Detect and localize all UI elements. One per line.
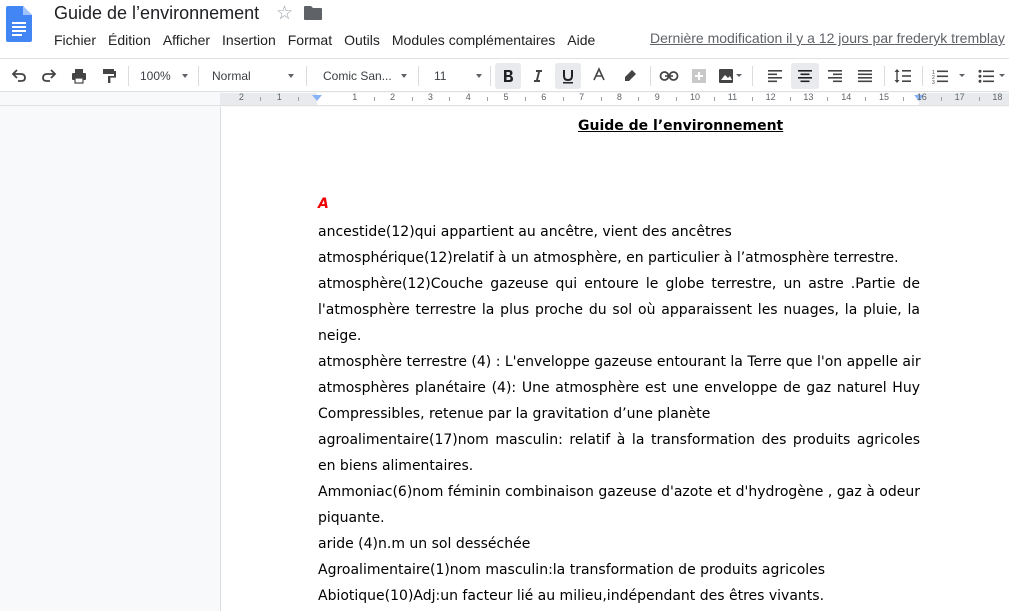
ruler-label: 1	[352, 92, 358, 102]
toolbar-divider	[418, 66, 419, 86]
font-select[interactable]	[317, 63, 411, 89]
ruler-tick	[412, 97, 413, 101]
toolbar-divider	[922, 66, 923, 86]
text-color-icon[interactable]	[587, 63, 611, 89]
ruler-tick	[563, 97, 564, 101]
horizontal-ruler[interactable]	[220, 93, 1009, 105]
paragraph: aride (4)n.m un sol desséchée	[318, 536, 531, 552]
toolbar-divider	[752, 66, 753, 86]
ruler-tick	[941, 97, 942, 101]
zoom-select[interactable]	[134, 63, 192, 89]
italic-icon[interactable]	[525, 63, 551, 89]
ruler-tick	[979, 97, 980, 101]
document-title[interactable]: Guide de l’environnement	[54, 3, 260, 23]
menu-view[interactable]: Afficher	[162, 32, 211, 48]
ruler-tick	[374, 97, 375, 101]
numbered-list-icon[interactable]	[928, 63, 968, 89]
toolbar-divider	[490, 66, 491, 86]
ruler-label: 1	[276, 92, 282, 102]
font-size-value: 11	[434, 69, 447, 83]
ruler-label: 14	[841, 92, 852, 102]
toolbar-divider	[198, 66, 199, 86]
underline-icon[interactable]	[555, 63, 581, 89]
paragraph: Abiotique(10)Adj:un facteur lié au milieu,indépendant des êtres vivants.	[318, 588, 825, 604]
ruler-left-margin	[220, 93, 317, 105]
ruler-tick	[298, 97, 299, 101]
star-icon[interactable]: ☆	[276, 3, 294, 24]
style-select[interactable]	[206, 63, 298, 89]
link-icon[interactable]	[656, 63, 682, 89]
ruler-label: 15	[879, 92, 890, 102]
menu-format[interactable]: Format	[287, 32, 333, 48]
left-indent-marker[interactable]	[312, 95, 322, 101]
menu-file[interactable]: Fichier	[54, 32, 97, 48]
ruler-label: 13	[803, 92, 814, 102]
svg-text:1: 1	[932, 70, 935, 76]
style-value: Normal	[212, 69, 251, 83]
chevron-down-icon	[288, 74, 294, 78]
chevron-down-icon	[476, 74, 482, 78]
folder-icon[interactable]	[304, 6, 322, 20]
toolbar-divider	[884, 66, 885, 86]
ruler-tick	[752, 97, 753, 101]
toolbar-divider	[128, 66, 129, 86]
menu-insert[interactable]: Insertion	[222, 32, 276, 48]
ruler-label: 18	[992, 92, 1003, 102]
comment-icon[interactable]	[687, 63, 711, 89]
font-value: Comic San...	[323, 69, 392, 83]
chevron-down-icon	[182, 74, 188, 78]
paint-format-icon[interactable]	[98, 63, 120, 89]
ruler-label: 11	[727, 92, 738, 102]
toolbar-divider	[306, 66, 307, 86]
ruler-label: 9	[654, 92, 660, 102]
menu-tools[interactable]: Outils	[344, 32, 380, 48]
section-letter: A	[318, 196, 329, 212]
justify-icon[interactable]	[852, 63, 878, 89]
paragraph: Ammoniac(6)nom féminin combinaison gazeuse d'azote et d'hydrogène , gaz à odeur piquante.	[318, 484, 920, 526]
ruler-label: 2	[238, 92, 244, 102]
ruler-tick	[714, 97, 715, 101]
font-size-select[interactable]	[426, 63, 486, 89]
paragraph: atmosphérique(12)relatif à un atmosphère, en particulier à l’atmosphère terrestre.	[318, 250, 899, 266]
bulleted-list-icon[interactable]	[974, 63, 1009, 89]
ruler-tick	[525, 97, 526, 101]
svg-text:3: 3	[932, 80, 935, 84]
ruler-label: 2	[390, 92, 396, 102]
ruler-tick	[865, 97, 866, 101]
ruler-tick	[449, 97, 450, 101]
toolbar	[0, 58, 1009, 92]
menu-bar	[48, 29, 601, 51]
docs-logo-icon[interactable]	[6, 6, 32, 42]
paragraph: agroalimentaire(17)nom masculin: relatif à la transformation des produits agricoles en biens alimentaires.	[318, 432, 920, 474]
paragraph: atmosphères planétaire (4): Une atmosphère est une enveloppe de gaz naturel Huy Compressibles, retenue par la gravitation d’une planète	[318, 380, 920, 422]
svg-text:2: 2	[932, 75, 935, 81]
align-right-icon[interactable]	[822, 63, 848, 89]
ruler-tick	[903, 97, 904, 101]
last-modified-link[interactable]: Dernière modification il y a 12 jours par frederyk tremblay	[650, 30, 1005, 46]
menu-addons[interactable]: Modules complémentaires	[391, 32, 556, 48]
ruler-tick	[487, 97, 488, 101]
paragraph: atmosphère(12)Couche gazeuse qui entoure le globe terrestre, un astre .Partie de l'atmosphère terrestre la plus proche du sol où apparaissent les nuages, la pluie, la neige.	[318, 276, 920, 344]
ruler-label: 7	[579, 92, 585, 102]
ruler-label: 5	[503, 92, 509, 102]
title-bar	[0, 0, 1009, 58]
zoom-value: 100%	[140, 69, 171, 83]
ruler-bar	[0, 92, 1009, 106]
ruler-label: 16	[916, 92, 927, 102]
ruler-tick	[790, 97, 791, 101]
align-center-icon[interactable]	[791, 63, 819, 89]
ruler-tick	[638, 97, 639, 101]
document-page[interactable]	[220, 107, 1009, 611]
ruler-label: 12	[765, 92, 776, 102]
document-heading: Guide de l’environnement	[578, 118, 784, 134]
bold-icon[interactable]	[495, 63, 521, 89]
paragraph: atmosphère terrestre (4) : L'enveloppe gazeuse entourant la Terre que l'on appelle air	[318, 354, 921, 370]
ruler-label: 10	[690, 92, 701, 102]
menu-edit[interactable]: Édition	[108, 32, 151, 48]
toolbar-divider	[650, 66, 651, 86]
ruler-tick	[676, 97, 677, 101]
print-icon[interactable]	[68, 63, 90, 89]
image-icon[interactable]	[715, 63, 745, 89]
highlight-icon[interactable]	[618, 63, 642, 89]
redo-icon[interactable]	[38, 63, 60, 89]
menu-help[interactable]: Aide	[567, 32, 596, 48]
document-body[interactable]	[318, 219, 920, 609]
align-left-icon[interactable]	[762, 63, 788, 89]
chevron-down-icon	[401, 74, 407, 78]
ruler-label: 8	[616, 92, 622, 102]
ruler-label: 3	[427, 92, 433, 102]
paragraph: Agroalimentaire(1)nom masculin:la transformation de produits agricoles	[318, 562, 826, 578]
ruler-label: 4	[465, 92, 471, 102]
line-spacing-icon[interactable]	[890, 63, 916, 89]
ruler-tick	[827, 97, 828, 101]
ruler-tick	[601, 97, 602, 101]
ruler-tick	[260, 97, 261, 101]
ruler-label: 6	[541, 92, 547, 102]
paragraph: ancestide(12)qui appartient au ancêtre, vient des ancêtres	[318, 224, 732, 240]
ruler-label: 17	[954, 92, 965, 102]
undo-icon[interactable]	[8, 63, 30, 89]
